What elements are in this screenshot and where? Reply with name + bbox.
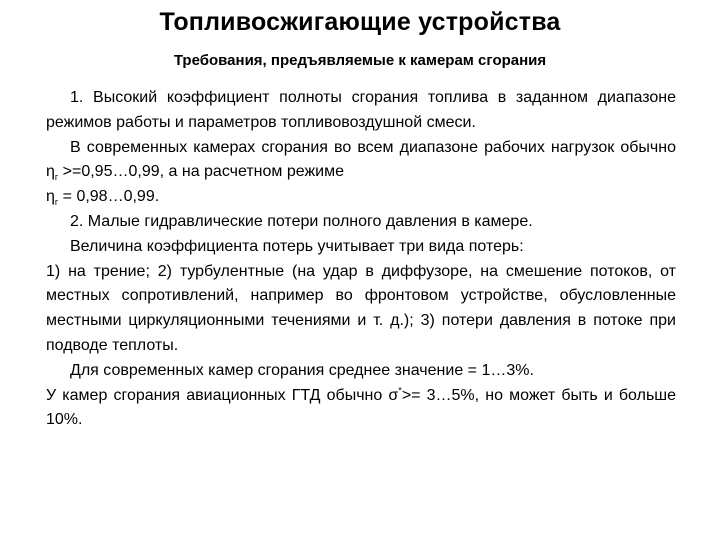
efficiency-text-before: В современных камерах сгорания во всем диапазоне рабочих нагрузок обычно η bbox=[46, 138, 676, 181]
paragraph-loss-types: 1) на трение; 2) турбулентные (на удар в диффузоре, на смешение потоков, от местных сопротивлений, например во фронтовом устройстве, обусловленные местными циркуляционными течениями и т. д.); 3) потери давления в потоке при подводе теплоты. bbox=[46, 262, 676, 354]
paragraph-requirement-2: 2. Малые гидравлические потери полного давления в камере. bbox=[70, 212, 533, 230]
paragraph-aviation-gtd bbox=[46, 384, 676, 434]
paragraph-requirement-1: 1. Высокий коэффициент полноты сгорания топлива в заданном диапазоне режимов работы и параметров топливовоздушной смеси. bbox=[46, 89, 676, 131]
slide-body bbox=[46, 86, 676, 433]
paragraph-loss-coefficient: Величина коэффициента потерь учитывает три вида потерь: bbox=[70, 237, 524, 255]
efficiency-subscript: г bbox=[54, 172, 59, 183]
aviation-text-after: >= 3…5%, но может быть и больше 10%. bbox=[46, 386, 677, 429]
slide-subtitle: Требования, предъявляемые к камерам сгорания bbox=[173, 52, 547, 69]
sigma-superscript: * bbox=[398, 385, 402, 396]
paragraph-efficiency-range bbox=[46, 136, 676, 186]
slide-title: Топливосжигающие устройства bbox=[159, 8, 561, 36]
paragraph-average-value: Для современных камер сгорания среднее значение = 1…3%. bbox=[70, 361, 534, 379]
eta-design-value: = 0,98…0,99. bbox=[58, 188, 160, 206]
aviation-text-before: У камер сгорания авиационных ГТД обычно σ bbox=[46, 386, 399, 404]
paragraph-efficiency-design bbox=[46, 185, 676, 210]
eta-subscript: г bbox=[54, 197, 59, 208]
eta-symbol: η bbox=[46, 188, 55, 206]
efficiency-text-after: >=0,95…0,99, а на расчетном режиме bbox=[58, 163, 345, 181]
